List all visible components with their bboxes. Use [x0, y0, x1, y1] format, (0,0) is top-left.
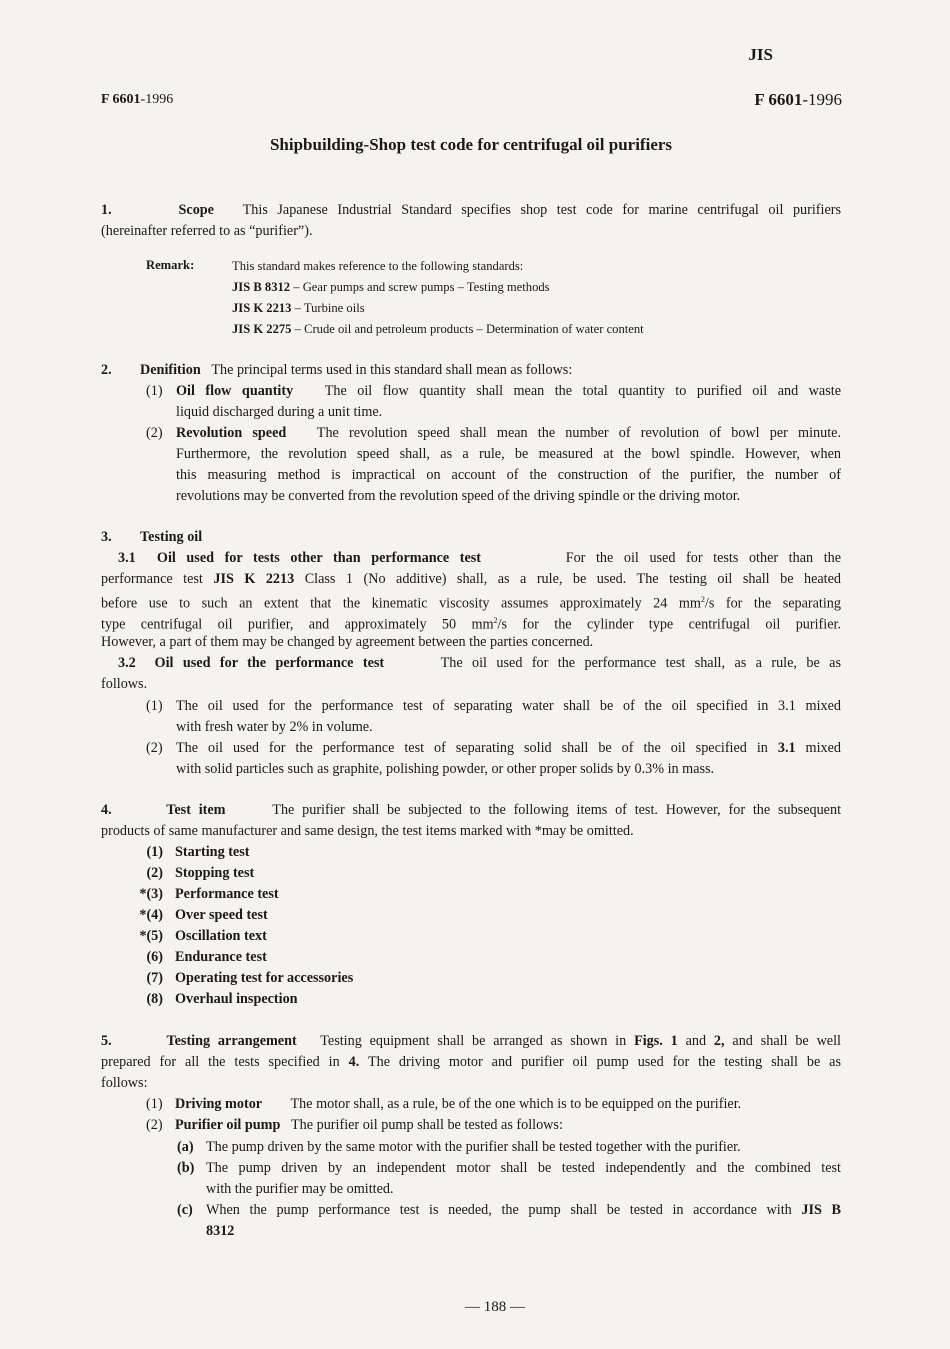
- sec5-item1-term: Driving motor: [175, 1096, 263, 1112]
- sec1-number: 1.: [101, 202, 112, 218]
- test-item-list: [133, 842, 533, 1012]
- sec5-line2-a: prepared for all the tests specified in: [101, 1054, 349, 1070]
- sec3-2-item2-line2: with solid particles such as graphite, polishing powder, or other proper solids by 0.3% in mass.: [176, 761, 715, 777]
- sub-item-a-text: The pump driven by the same motor with the purifier shall be tested together with the purifier.: [206, 1139, 741, 1155]
- superscript: 2: [493, 616, 498, 625]
- sec3-2-heading: Oil used for the performance test: [154, 655, 385, 671]
- header-code-left-year: -1996: [140, 92, 174, 107]
- sec1-heading: Scope: [178, 202, 214, 218]
- sec3-2-item1-line1: The oil used for the performance test of separating water shall be of the oil specified in 3.1 mixed: [176, 698, 841, 714]
- remark-intro: This standard makes reference to the following standards:: [232, 259, 524, 273]
- sub-item-c-line1: [206, 1200, 841, 1221]
- sec5-line2-c: The driving motor and purifier oil pump used for the testing shall be as: [359, 1054, 841, 1070]
- sec3-2-text-line1: The oil used for the performance test shall, as a rule, be as: [440, 655, 841, 671]
- sec2-heading: Denifition: [140, 362, 201, 378]
- list-item-label: Starting test: [175, 844, 250, 860]
- list-item-label: Operating test for accessories: [175, 970, 354, 986]
- sec5-line2: [101, 1052, 841, 1073]
- sec2-item1-line1: [176, 381, 841, 402]
- list-item-number: *(4): [139, 907, 163, 923]
- list-item-label: Over speed test: [175, 907, 268, 923]
- sec3-2-line1: [118, 653, 841, 674]
- sec3-1-line2: [101, 569, 841, 590]
- list-item-number: (7): [146, 970, 163, 986]
- header-code-left-number: F 6601: [101, 92, 141, 107]
- sub-item-c-ref: JIS B: [801, 1202, 841, 1218]
- sec3-2-item2-ref: 3.1: [777, 740, 796, 756]
- reference-code: JIS K 2213: [232, 301, 292, 315]
- sub-item-a-num: (a): [177, 1139, 194, 1155]
- sec5-section-ref: 4.: [348, 1054, 360, 1070]
- sec5-fig2-ref: 2,: [713, 1033, 725, 1049]
- sec4-text-line1: The purifier shall be subjected to the following items of test. However, for the subsequent: [272, 802, 842, 818]
- reference-code: JIS B 8312: [232, 280, 291, 294]
- sec3-1-line4-b: /s for the cylinder type centrifugal oil purifier.: [497, 616, 842, 633]
- reference-item: [232, 277, 550, 298]
- sec3-2-item2-text-c: mixed: [795, 740, 841, 756]
- sec5-item1-text: The motor shall, as a rule, be of the one which is to be equipped on the purifier.: [290, 1096, 742, 1112]
- list-item-label: Overhaul inspection: [175, 991, 298, 1007]
- sec3-2-item2-line1: [176, 738, 841, 759]
- sec2-item1-text: The oil flow quantity shall mean the total quantity to purified oil and waste: [324, 383, 841, 399]
- sec4-line1: [101, 800, 841, 821]
- reference-desc: – Turbine oils: [291, 301, 365, 315]
- sec5-item1-num: (1): [146, 1096, 163, 1112]
- list-item-number: (6): [146, 949, 163, 965]
- sec5-number: 5.: [101, 1033, 112, 1049]
- sec5-item2-term: Purifier oil pump: [175, 1117, 281, 1133]
- list-item-label: Endurance test: [175, 949, 267, 965]
- sub-item-c-num: (c): [177, 1202, 193, 1218]
- sec5-fig1-ref: Figs. 1: [634, 1033, 678, 1049]
- superscript: 2: [700, 595, 705, 604]
- list-item-label: Performance test: [175, 886, 279, 902]
- sec3-1-line2-c: Class 1 (No additive) shall, as a rule, be used. The testing oil shall be heated: [294, 571, 841, 587]
- reference-item: [232, 319, 644, 340]
- sec3-1-line3-b: /s for the separating: [704, 595, 841, 612]
- list-item-number: (2): [146, 865, 163, 881]
- reference-item: [232, 298, 365, 319]
- sub-item-b-line1: The pump driven by an independent motor shall be tested independently and the combined test: [206, 1160, 841, 1176]
- sub-item-c-text: When the pump performance test is needed, the pump shall be tested in accordance with: [206, 1202, 802, 1218]
- header-code-left: [101, 92, 173, 108]
- remark-label: Remark:: [146, 258, 195, 272]
- sec3-2-item1-num: (1): [146, 698, 163, 714]
- sec3-2-line2: follows.: [101, 676, 148, 692]
- sec5-line1: [101, 1031, 841, 1052]
- sec3-1-line1: [118, 548, 841, 569]
- sec2-heading-line: [101, 360, 572, 381]
- sec2-item2-text: The revolution speed shall mean the number of revolution of bowl per minute.: [316, 425, 842, 441]
- sec1-text-line1: This Japanese Industrial Standard specifies shop test code for marine centrifugal oil purifiers: [242, 202, 842, 218]
- sec3-2-item2-num: (2): [146, 740, 163, 756]
- sec2-number: 2.: [101, 362, 112, 378]
- sec3-1-heading: Oil used for tests other than performance test: [156, 550, 482, 566]
- sec3-2-item1-line2: with fresh water by 2% in volume.: [176, 719, 373, 735]
- sec3-1-standard-ref: JIS K 2213: [213, 571, 295, 587]
- list-item-number: (1): [146, 844, 163, 860]
- sec3-2-number: 3.2: [118, 655, 136, 671]
- sec3-2-item2-text-a: The oil used for the performance test of separating solid shall be of the oil specified in: [176, 740, 778, 756]
- sec2-item2-line1: [176, 423, 841, 444]
- page-title: Shipbuilding-Shop test code for centrifugal oil purifiers: [269, 135, 673, 154]
- sec3-number: 3.: [101, 529, 112, 545]
- sec2-item2-line3: this measuring method is impractical on account of the construction of the purifier, the number of: [176, 467, 841, 483]
- sec5-line1-c: and: [677, 1033, 714, 1049]
- sec2-item2-line2: Furthermore, the revolution speed shall, as a rule, be measured at the bowl spindle. However, when: [176, 446, 841, 462]
- sub-item-b-line2: with the purifier may be omitted.: [206, 1181, 394, 1197]
- sec2-item2-line4: revolutions may be converted from the revolution speed of the driving spindle or the driving motor.: [176, 488, 741, 504]
- sec5-line1-e: and shall be well: [724, 1033, 841, 1049]
- sec3-1-number: 3.1: [118, 550, 136, 566]
- header-code-right-number: F 6601: [754, 90, 803, 109]
- sec5-item2-num: (2): [146, 1117, 163, 1133]
- sec5-item1-line: [175, 1094, 840, 1115]
- sec4-number: 4.: [101, 802, 112, 818]
- sec3-heading: Testing oil: [140, 529, 203, 545]
- sec4-heading: Test item: [166, 802, 226, 818]
- sec2-intro: The principal terms used in this standard shall mean as follows:: [211, 362, 573, 378]
- sub-item-c-line2: 8312: [206, 1223, 235, 1239]
- sec2-item1-line2: liquid discharged during a unit time.: [176, 404, 383, 420]
- sec1-text-line2: (hereinafter referred to as “purifier”).: [101, 223, 313, 239]
- reference-desc: – Gear pumps and screw pumps – Testing methods: [290, 280, 550, 294]
- sub-item-b-num: (b): [177, 1160, 195, 1176]
- sec3-1-line2-a: performance test: [101, 571, 214, 587]
- page-number: — 188 —: [465, 1299, 525, 1315]
- sec5-line3: follows:: [101, 1075, 148, 1091]
- reference-code: JIS K 2275: [232, 322, 292, 336]
- sec3-1-line4-a: type centrifugal oil purifier, and approximately 50 mm: [101, 616, 494, 633]
- sec5-line1-a: Testing equipment shall be arranged as shown in: [320, 1033, 635, 1049]
- sec2-item1-num: (1): [146, 383, 163, 399]
- sec5-item2-text: The purifier oil pump shall be tested as follows:: [291, 1117, 563, 1133]
- sec2-item1-term: Oil flow quantity: [176, 383, 294, 399]
- sec3-1-text-line1: For the oil used for tests other than the: [565, 550, 842, 566]
- sec5-heading: Testing arrangement: [166, 1033, 297, 1049]
- list-item-label: Stopping test: [175, 865, 255, 881]
- list-item-number: (8): [146, 991, 163, 1007]
- list-item-number: *(3): [139, 886, 163, 902]
- list-item-label: Oscillation text: [175, 928, 267, 944]
- sec1-line1: [101, 200, 841, 221]
- list-item-number: *(5): [139, 928, 163, 944]
- reference-desc: – Crude oil and petroleum products – Determination of water content: [291, 322, 644, 336]
- sec3-1-line5: However, a part of them may be changed by agreement between the parties concerned.: [101, 634, 594, 650]
- header-code-right: [754, 90, 842, 110]
- sec3-1-line3-a: before use to such an extent that the kinematic viscosity assumes approximately 24 mm: [101, 595, 701, 612]
- sec4-line2: products of same manufacturer and same design, the test items marked with *may be omitted.: [101, 823, 634, 839]
- header-jis-mark: JIS: [748, 45, 773, 64]
- header-code-right-year: -1996: [802, 90, 842, 109]
- sec2-item2-term: Revolution speed: [176, 425, 287, 441]
- sec5-item2-line: [175, 1115, 840, 1136]
- sec3-heading-line: [101, 527, 202, 548]
- sec2-item2-num: (2): [146, 425, 163, 441]
